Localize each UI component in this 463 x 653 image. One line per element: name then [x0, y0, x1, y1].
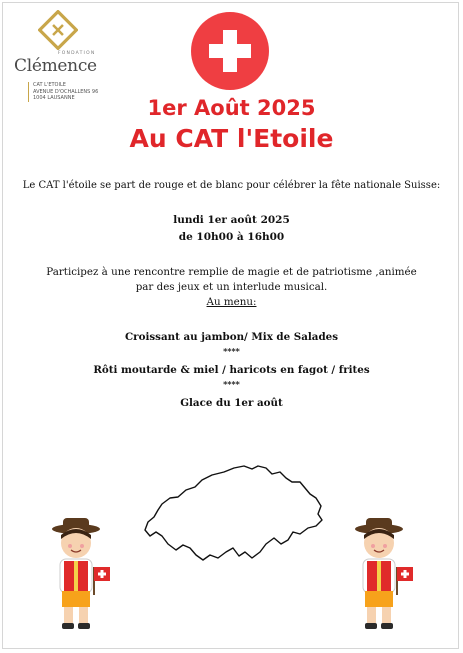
swiss-boy-with-flag [44, 515, 116, 637]
menu-title: Au menu: [206, 296, 257, 308]
intro-text: Le CAT l'étoile se part de rouge et de blanc pour célébrer la fête nationale Suisse: [22, 180, 441, 191]
menu-item: Glace du 1er août [180, 397, 283, 409]
event-date: lundi 1er août 2025 [173, 214, 290, 226]
title-date: 1er Août 2025 [147, 96, 316, 120]
swiss-flag-icon [191, 12, 269, 90]
logo-name: Clémence [14, 56, 97, 76]
menu-item: Croissant au jambon/ Mix de Salades [124, 331, 339, 343]
logo-small-text: FONDATION [58, 51, 96, 56]
swiss-boy-with-flag [347, 515, 419, 637]
participation-text: Participez à une rencontre remplie de magie et de patriotisme ,animée par des jeux et un interlude musical. [46, 266, 417, 293]
event-hours: de 10h00 à 16h00 [178, 231, 285, 243]
switzerland-map-outline [140, 460, 330, 570]
fondation-clemence-logo [14, 10, 114, 100]
menu-separator: **** [223, 379, 240, 389]
title-location: Au CAT l'Etoile [129, 124, 334, 153]
menu-separator: **** [223, 346, 240, 356]
address-line: AVENUE D'OCHALLENS 96 [33, 88, 99, 95]
address-line: 1004 LAUSANNE [33, 95, 75, 102]
logo-emblem-icon [38, 10, 78, 50]
address-line: CAT L'ETOILE [33, 82, 66, 88]
menu-item: Rôti moutarde & miel / haricots en fagot / frites [93, 364, 370, 376]
